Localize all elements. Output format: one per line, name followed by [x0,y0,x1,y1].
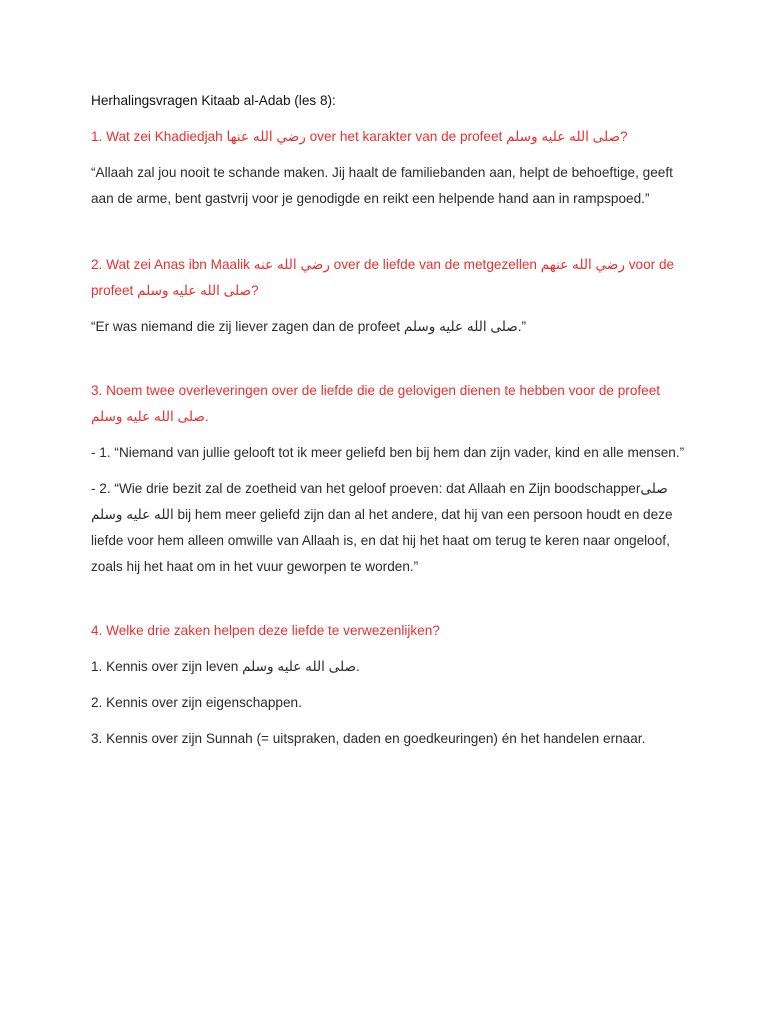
question-2: 2. Wat zei Anas ibn Maalik رضي الله عنه over de liefde van de metgezellen رضي الله عنهم voor de profeet صلى الله عليه وسلم? [91,257,675,298]
document-title: Herhalingsvragen Kitaab al-Adab (les 8): [91,93,336,108]
answer-4-item-2: 2. Kennis over zijn eigenschappen. [91,695,302,710]
answer-1: “Allaah zal jou nooit te schande maken. Jij haalt de familiebanden aan, helpt de behoeftige, geeft aan de arme, bent gastvrij voor je genodigde en reikt een helpende hand aan in rampspoed.” [91,165,673,206]
question-3: 3. Noem twee overleveringen over de liefde die de gelovigen dienen te hebben voor de profeet صلى الله عليه وسلم. [91,383,661,424]
answer-3-2: - 2. “Wie drie bezit zal de zoetheid van het geloof proeven: dat Allaah en Zijn boodschapperصلى الله عليه وسلم bij hem meer geliefd zijn dan al het andere, dat hij van een persoon houdt en deze liefde voor hem alleen omwille van Allaah is, en dat hij het haat om terug te keren naar ongeloof, zoals hij het haat om in het vuur geworpen te worden.” [91,481,673,574]
answer-3-1: - 1. “Niemand van jullie gelooft tot ik meer geliefd ben bij hem dan zijn vader, kind en alle mensen.” [91,445,685,460]
answer-4-item-3: 3. Kennis over zijn Sunnah (= uitspraken, daden en goedkeuringen) én het handelen ernaar. [91,731,646,746]
question-4: 4. Welke drie zaken helpen deze liefde te verwezenlijken? [91,623,440,638]
answer-4-item-1: 1. Kennis over zijn leven صلى الله عليه وسلم. [91,659,360,674]
question-1: 1. Wat zei Khadiedjah رضي الله عنها over het karakter van de profeet صلى الله عليه وسلم? [91,129,628,144]
document-page [91,88,691,762]
answer-2: “Er was niemand die zij liever zagen dan de profeet صلى الله عليه وسلم.” [91,319,527,334]
